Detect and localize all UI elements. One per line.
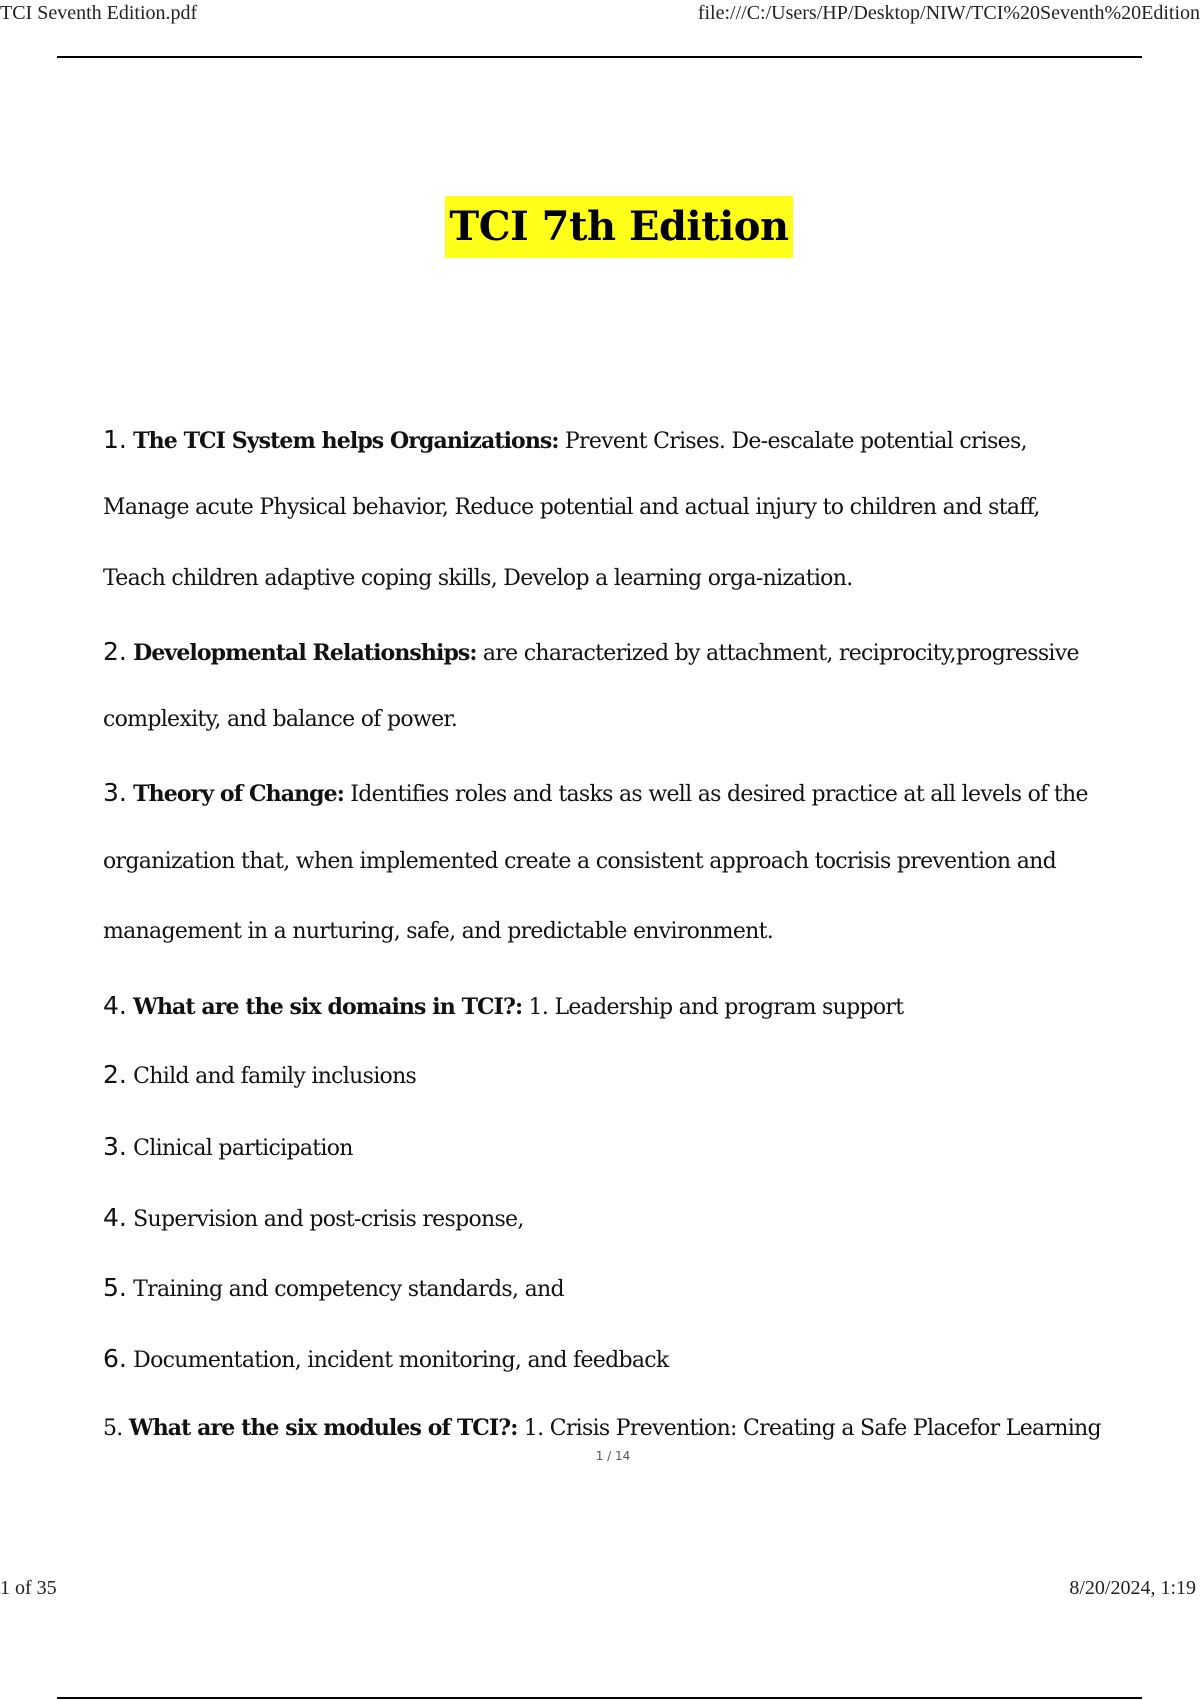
item-text: Prevent Crises. De-escalate potential crises, [558,429,1027,454]
sub-item-number: 4. [103,1203,127,1232]
list-item-4 [103,991,903,1020]
sub-item-text: Supervision and post-crisis response, [126,1207,524,1232]
print-header-url: file:///C:/Users/HP/Desktop/NIW/TCI%20Seventh%20Edition [697,2,1200,24]
item-text: 1. Leadership and program support [522,995,904,1020]
sub-item-text: Clinical participation [126,1136,353,1161]
sub-item [103,1060,416,1089]
document-title [0,196,1200,258]
sub-item [103,1344,669,1373]
sub-item-text: Child and family inclusions [126,1064,417,1089]
item-term: The TCI System helps Organizations: [133,428,559,454]
sub-item [103,1203,524,1232]
sub-item [103,1132,353,1161]
item-text-line: management in a nurturing, safe, and predictable environment. [103,919,774,944]
sub-item-number: 6. [103,1344,127,1373]
print-footer-datetime: 8/20/2024, 1:19 [1069,1577,1196,1599]
item-text-line: organization that, when implemented create a consistent approach tocrisis prevention and [103,849,1056,874]
item-term: What are the six domains in TCI?: [133,994,523,1020]
list-item-5 [103,1415,1101,1441]
sub-item-number: 2. [103,1060,127,1089]
item-number: 1. [103,425,127,454]
list-item-2 [103,637,1079,666]
item-text-line: complexity, and balance of power. [103,707,458,732]
print-footer-page-count: 1 of 35 [0,1577,57,1599]
item-text-line: Manage acute Physical behavior, Reduce potential and actual injury to children and staff, [103,495,1040,520]
item-term: Developmental Relationships: [133,640,477,666]
item-term: Theory of Change: [133,781,344,807]
item-term: What are the six modules of TCI?: [128,1415,518,1441]
sub-item-number: 5. [103,1273,127,1302]
print-header-filename: TCI Seventh Edition.pdf [0,2,198,24]
sub-item-text: Documentation, incident monitoring, and feedback [126,1348,669,1373]
list-item-3 [103,778,1088,807]
sub-item-number: 3. [103,1132,127,1161]
footer-divider [57,1697,1142,1699]
item-text-line: Teach children adaptive coping skills, Develop a learning orga-nization. [103,566,853,591]
item-text: 1. Crisis Prevention: Creating a Safe Placefor Learning [517,1416,1101,1441]
item-number: 4. [103,991,127,1020]
list-item-1 [103,425,1027,454]
sub-item-text: Training and competency standards, and [126,1277,564,1302]
document-title-text: TCI 7th Edition [445,196,792,258]
item-number: 5. [103,1416,123,1441]
item-number: 3. [103,778,127,807]
item-number: 2. [103,637,127,666]
pdf-page-indicator: 1 / 14 [595,1449,631,1463]
sub-item [103,1273,564,1302]
item-text: are characterized by attachment, reciprocity,progressive [476,641,1079,666]
header-divider [57,56,1142,58]
item-text: Identifies roles and tasks as well as desired practice at all levels of the [343,782,1088,807]
